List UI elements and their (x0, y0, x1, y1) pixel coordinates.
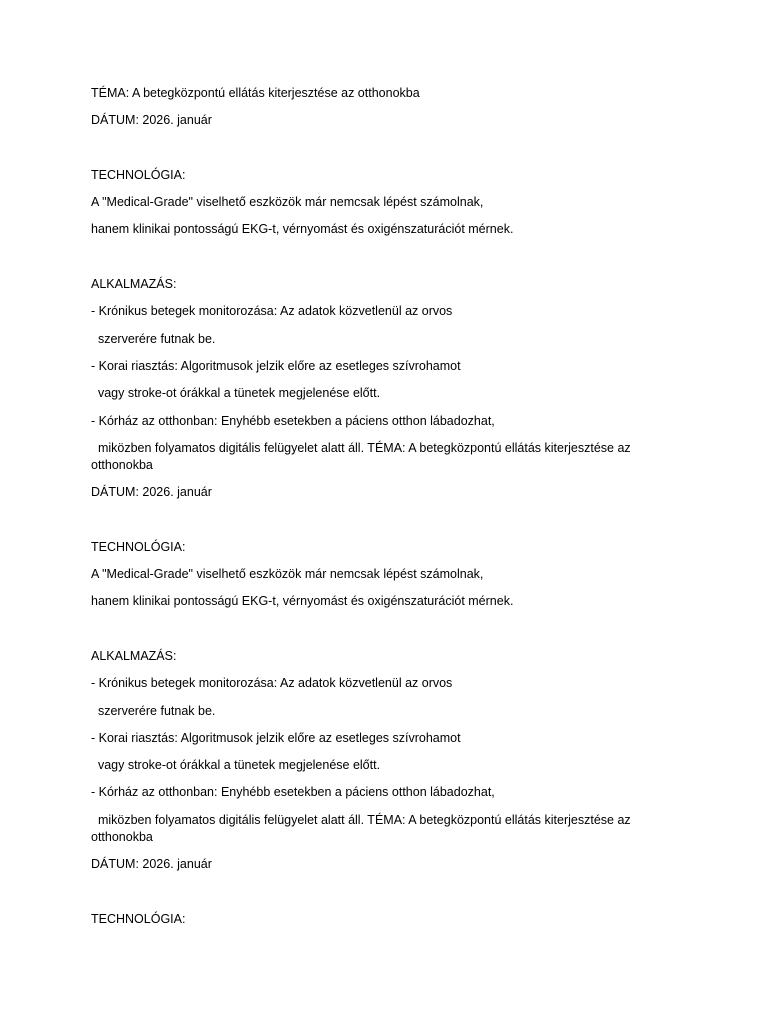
document-body (91, 85, 691, 938)
empty-paragraph (91, 249, 691, 266)
paragraph: - Kórház az otthonban: Enyhébb esetekben a páciens otthon lábadozhat, (91, 785, 495, 800)
empty-paragraph (91, 140, 691, 157)
paragraph: vagy stroke-ot órákkal a tünetek megjelenése előtt. (91, 758, 381, 773)
paragraph: ALKALMAZÁS: (91, 277, 177, 292)
paragraph: miközben folyamatos digitális felügyelet alatt áll. TÉMA: A betegközpontú ellátás kiterjesztése az otthonokba (91, 812, 635, 844)
paragraph: TECHNOLÓGIA: (91, 539, 186, 554)
empty-paragraph (91, 883, 691, 900)
paragraph: A "Medical-Grade" viselhető eszközök már nemcsak lépést számolnak, (91, 195, 484, 210)
paragraph: - Korai riasztás: Algoritmusok jelzik előre az esetleges szívrohamot (91, 358, 461, 373)
paragraph: - Korai riasztás: Algoritmusok jelzik előre az esetleges szívrohamot (91, 730, 461, 745)
paragraph: miközben folyamatos digitális felügyelet alatt áll. TÉMA: A betegközpontú ellátás kiterjesztése az otthonokba (91, 440, 635, 472)
paragraph: szerverére futnak be. (91, 331, 216, 346)
paragraph: - Krónikus betegek monitorozása: Az adatok közvetlenül az orvos (91, 676, 453, 691)
paragraph: vagy stroke-ot órákkal a tünetek megjelenése előtt. (91, 386, 381, 401)
empty-paragraph (91, 511, 691, 528)
paragraph: TECHNOLÓGIA: (91, 167, 186, 182)
paragraph: A "Medical-Grade" viselhető eszközök már nemcsak lépést számolnak, (91, 567, 484, 582)
paragraph: DÁTUM: 2026. január (91, 485, 212, 500)
paragraph: ALKALMAZÁS: (91, 648, 177, 663)
paragraph: szerverére futnak be. (91, 703, 216, 718)
paragraph: DÁTUM: 2026. január (91, 857, 212, 872)
paragraph: - Kórház az otthonban: Enyhébb esetekben a páciens otthon lábadozhat, (91, 413, 495, 428)
paragraph: TECHNOLÓGIA: (91, 911, 186, 926)
empty-paragraph (91, 621, 691, 638)
paragraph: hanem klinikai pontosságú EKG-t, vérnyomást és oxigénszaturációt mérnek. (91, 222, 514, 237)
paragraph: - Krónikus betegek monitorozása: Az adatok közvetlenül az orvos (91, 304, 453, 319)
paragraph: DÁTUM: 2026. január (91, 113, 212, 128)
paragraph: TÉMA: A betegközpontú ellátás kiterjesztése az otthonokba (91, 86, 420, 100)
paragraph: hanem klinikai pontosságú EKG-t, vérnyomást és oxigénszaturációt mérnek. (91, 594, 514, 609)
